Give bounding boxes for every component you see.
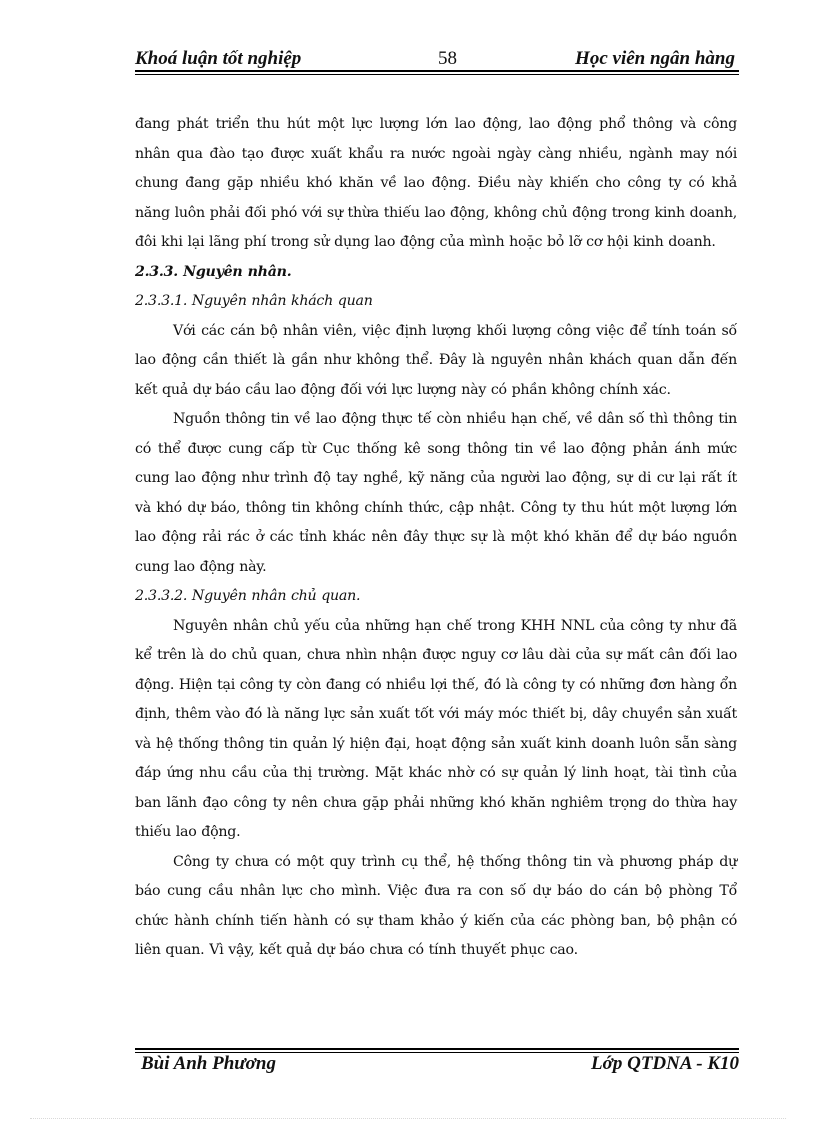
paragraph: Công ty chưa có một quy trình cụ thể, hệ thống thông tin và phương pháp dự báo cung cầu nhân lực cho mình. Việc đưa ra con số dự báo do cán bộ phòng Tổ chức hành chính tiến hành có sự tham khảo ý kiến của các phòng ban, bộ phận có liên quan. Vì vậy, kết quả dự báo chưa có tính thuyết phục cao. [135,853,737,958]
section-heading: 2.3.3. Nguyên nhân. [135,263,292,280]
paragraph: Với các cán bộ nhân viên, việc định lượng khối lượng công việc để tính toán số lao động cần thiết là gần như không thể. Đây là nguyên nhân khách quan dẫn đến kết quả dự báo cầu lao động đối với lực lượng này có phần không chính xác. [135,322,737,398]
header-thesis-title: Khoá luận tốt nghiệp [135,48,302,69]
page-footer [135,1053,739,1079]
page-number: 58 [438,48,457,69]
paragraph: Nguồn thông tin về lao động thực tế còn nhiều hạn chế, về dân số thì thông tin có thể được cung cấp từ Cục thống kê song thông tin về lao động phản ánh mức cung lao động như trình độ tay nghề, kỹ năng của người lao động, sự di cư lại rất ít và khó dự báo, thông tin không chính thức, cập nhật. Công ty thu hút một lượng lớn lao động rải rác ở các tỉnh khác nên đây thực sự là một khó khăn để dự báo nguồn cung lao động này. [135,411,737,575]
subsection-heading-subjective: 2.3.3.2. Nguyên nhân chủ quan. [135,588,361,604]
subsection-heading-objective: 2.3.3.1. Nguyên nhân khách quan [135,293,373,309]
footer-author: Bùi Anh Phương [141,1053,276,1074]
paragraph-continuation: đang phát triển thu hút một lực lượng lớn lao động, lao động phổ thông và công nhân qua đào tạo được xuất khẩu ra nước ngoài ngày càng nhiều, ngành may nói chung đang gặp nhiều khó khăn về lao động. Điều này khiến cho công ty có khả năng luôn phải đối phó với sự thừa thiếu lao động, không chủ động trong kinh doanh, đôi khi lại lãng phí trong sử dụng lao động của mình hoặc bỏ lỡ cơ hội kinh doanh. [135,116,738,250]
footer-class: Lớp QTDNA - K10 [591,1053,739,1074]
page-bottom-border [30,1118,786,1119]
document-body [135,110,737,966]
page-header [135,46,737,72]
paragraph: Nguyên nhân chủ yếu của những hạn chế trong KHH NNL của công ty như đã kể trên là do chủ quan, chưa nhìn nhận được nguy cơ lâu dài của sự mất cân đối lao động. Hiện tại công ty còn đang có nhiều lợi thế, đó là công ty có những đơn hàng ổn định, thêm vào đó là năng lực sản xuất tốt với máy móc thiết bị, dây chuyền sản xuất và hệ thống thông tin quản lý hiện đại, hoạt động sản xuất kinh doanh luôn sẵn sàng đáp ứng nhu cầu của thị trường. Mặt khác nhờ có sự quản lý linh hoạt, tài tình của ban lãnh đạo công ty nên chưa gặp phải những khó khăn nghiêm trọng do thừa hay thiếu lao động. [135,617,737,840]
header-institution: Học viên ngân hàng [575,48,735,69]
header-rule [135,70,739,75]
